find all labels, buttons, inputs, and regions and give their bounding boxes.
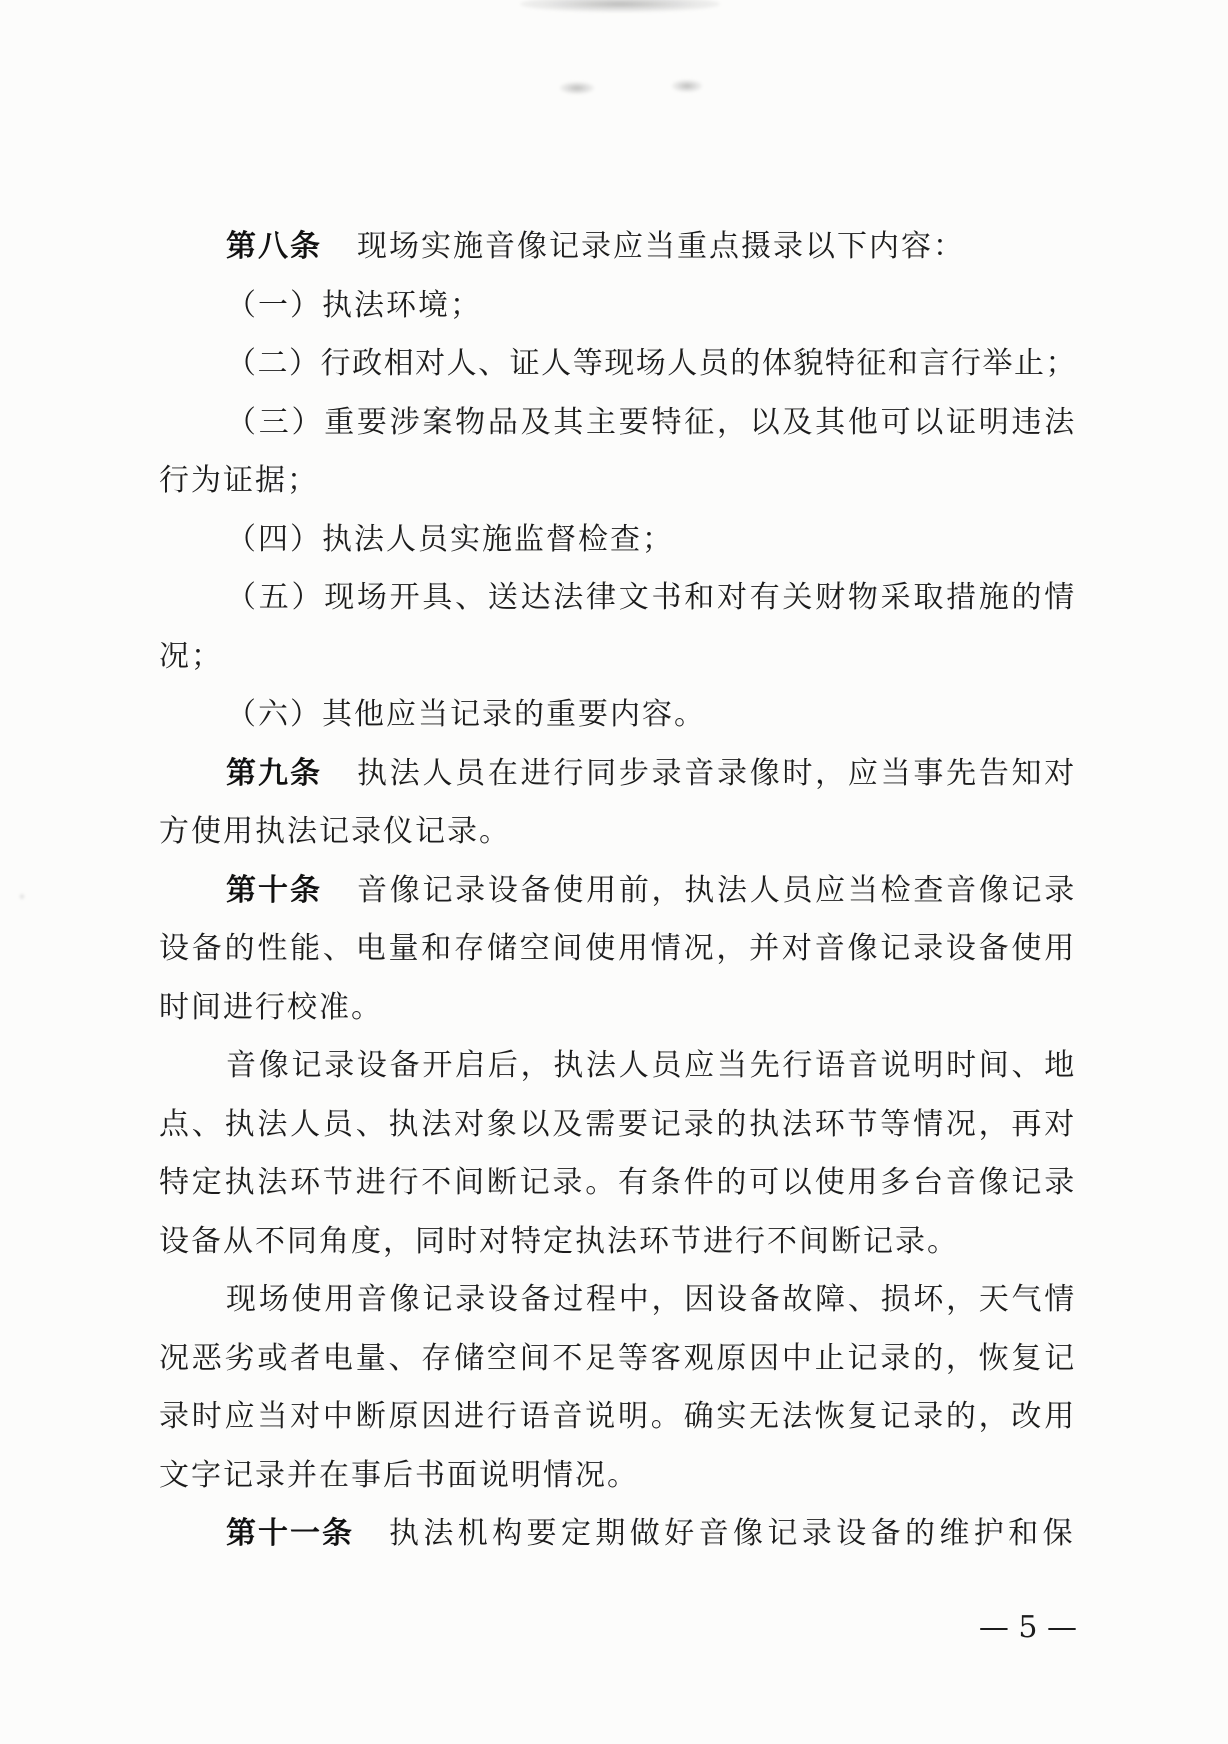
text-line [159, 745, 1077, 804]
text-line [159, 1213, 1077, 1272]
list-item-continuation: 况； [159, 638, 223, 674]
list-item: （一）执法环境； [226, 287, 482, 323]
article-heading: 第九条 [226, 755, 322, 791]
text-line [159, 1271, 1077, 1330]
article-text: 现场实施音像记录应当重点摄录以下内容： [357, 229, 965, 264]
text-line [159, 1388, 1077, 1447]
text-line [159, 511, 1077, 570]
article-text: 时间进行校准。 [159, 989, 383, 1025]
line-content [226, 1505, 1077, 1564]
text-line [159, 920, 1077, 979]
article-text: 音像记录设备开启后，执法人员应当先行语音说明时间、地 [226, 1048, 1077, 1083]
article-text: 文字记录并在事后书面说明情况。 [159, 1457, 639, 1493]
article-text: 设备的性能、电量和存储空间使用情况，并对音像记录设备使用 [159, 931, 1077, 966]
article-text: 执法人员在进行同步录音录像时，应当事先告知对 [357, 755, 1077, 791]
text-line [159, 686, 1077, 745]
list-item: （五）现场开具、送达法律文书和对有关财物采取措施的情 [226, 580, 1077, 615]
text-line [159, 452, 1077, 511]
article-text: 特定执法环节进行不间断记录。有条件的可以使用多台音像记录 [159, 1165, 1077, 1200]
text-line [159, 1330, 1077, 1389]
article-heading: 第十一条 [226, 1516, 354, 1551]
list-item-continuation: 行为证据； [159, 463, 319, 498]
text-line [159, 1037, 1077, 1096]
scan-artifact-upper-left [560, 82, 594, 94]
article-text: 方使用执法记录仪记录。 [159, 814, 511, 849]
text-line [159, 277, 1077, 336]
text-line [159, 1505, 1077, 1564]
article-text: 现场使用音像记录设备过程中，因设备故障、损坏，天气情 [226, 1282, 1077, 1317]
line-content [226, 218, 965, 277]
scan-artifact-top [520, 0, 720, 12]
text-line [159, 979, 1077, 1038]
line-content [226, 862, 1077, 921]
text-line [159, 628, 1077, 687]
article-heading: 第十条 [226, 872, 322, 908]
document-body [159, 218, 1077, 1564]
article-heading: 第八条 [226, 229, 322, 264]
article-text: 录时应当对中断原因进行语音说明。确实无法恢复记录的，改用 [159, 1399, 1077, 1434]
list-item: （四）执法人员实施监督检查； [226, 521, 674, 557]
text-line [159, 803, 1077, 862]
line-content [226, 745, 1077, 804]
article-text: 设备从不同角度，同时对特定执法环节进行不间断记录。 [159, 1223, 959, 1259]
text-line [159, 1096, 1077, 1155]
text-line [159, 1154, 1077, 1213]
text-line [159, 218, 1077, 277]
list-item: （三）重要涉案物品及其主要特征，以及其他可以证明违法 [226, 404, 1077, 440]
article-text: 况恶劣或者电量、存储空间不足等客观原因中止记录的，恢复记 [159, 1340, 1077, 1376]
article-text: 点、执法人员、执法对象以及需要记录的执法环节等情况，再对 [159, 1106, 1077, 1142]
page-number: — 5 — [978, 1610, 1077, 1645]
scan-artifact-upper-right [672, 80, 702, 92]
text-line [159, 335, 1077, 394]
text-line [159, 394, 1077, 453]
list-item: （二）行政相对人、证人等现场人员的体貌特征和言行举止； [226, 346, 1077, 381]
text-line [159, 569, 1077, 628]
text-line [159, 1447, 1077, 1506]
article-text: 音像记录设备使用前，执法人员应当检查音像记录 [357, 872, 1077, 908]
text-line [159, 862, 1077, 921]
scan-artifact-margin-dot [20, 894, 24, 899]
list-item: （六）其他应当记录的重要内容。 [226, 697, 706, 732]
article-text: 执法机构要定期做好音像记录设备的维护和保 [389, 1516, 1077, 1551]
